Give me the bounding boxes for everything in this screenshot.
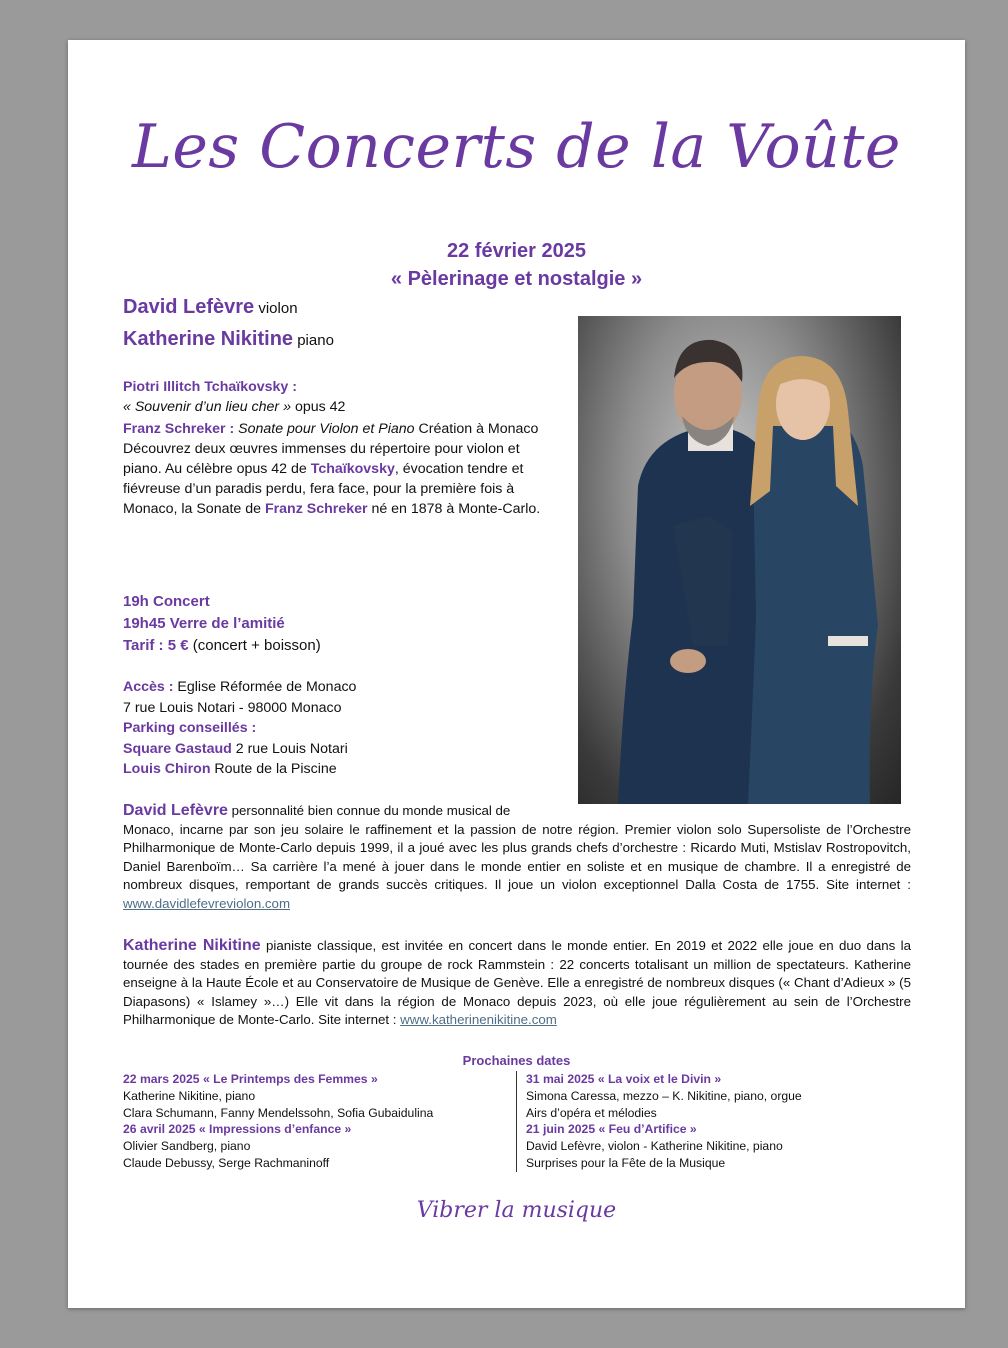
next-dates-title: Prochaines dates xyxy=(462,1053,571,1068)
venue-line xyxy=(123,677,553,698)
program-description xyxy=(123,439,553,519)
work-title: Sonate pour Violon et Piano xyxy=(234,421,415,437)
venue-address: 7 rue Louis Notari - 98000 Monaco xyxy=(123,699,342,716)
event-line: Olivier Sandberg, piano xyxy=(123,1139,251,1154)
event-line: Surprises pour la Fête de la Musique xyxy=(526,1155,726,1170)
access-label: Accès : xyxy=(123,679,174,695)
page-title: Les Concerts de la Voûte xyxy=(132,112,901,182)
composer-mention: Franz Schreker xyxy=(264,501,368,517)
performer-violin xyxy=(123,296,298,319)
work-tchaikovsky xyxy=(123,397,553,417)
program-section xyxy=(123,377,553,519)
website-link[interactable]: www.katherinenikitine.com xyxy=(400,1012,557,1028)
bio-katherine-nikitine xyxy=(123,937,911,1030)
concert-time: 19h Concert xyxy=(123,593,210,610)
bio-david-lefevre xyxy=(123,802,911,914)
parking-name: Square Gastaud xyxy=(123,740,232,757)
footer-tagline: Vibrer la musique xyxy=(416,1198,617,1223)
performer-role: piano xyxy=(297,332,334,349)
work-opus: opus 42 xyxy=(291,399,346,415)
event-line: Simona Caressa, mezzo – K. Nikitine, piano, orgue xyxy=(526,1088,802,1103)
performer-piano xyxy=(123,328,334,351)
composer-schreker: Franz Schreker : xyxy=(123,421,235,437)
parking-option xyxy=(123,739,553,760)
concert-date: 22 février 2025 xyxy=(446,240,586,262)
event-line: Clara Schumann, Fanny Mendelssohn, Sofia Gubaidulina xyxy=(123,1105,434,1120)
parking-name: Louis Chiron xyxy=(123,761,211,777)
composer-mention: Tchaïkovsky xyxy=(310,461,395,477)
document-page xyxy=(68,40,965,1308)
price-label: Tarif : 5 € xyxy=(123,637,189,654)
event-line: Airs d’opéra et mélodies xyxy=(526,1105,657,1120)
access-section xyxy=(123,677,553,780)
duo-portrait-image xyxy=(578,316,901,804)
work-note: Création à Monaco xyxy=(414,421,539,437)
venue-name: Eglise Réformée de Monaco xyxy=(173,679,357,695)
description-text: Découvrez deux œuvres immenses du répertoire pour violon et piano. Au célèbre opus 42 de xyxy=(123,441,520,477)
price-note: (concert + boisson) xyxy=(188,637,321,654)
performer-name: Katherine Nikitine xyxy=(123,328,294,350)
price-line xyxy=(123,635,553,657)
bio-text: Monaco, incarne par son jeu solaire le raffinement et la passion de notre région. Premier violon solo Supersoliste de l’Orchestre Philharmonique de Monte-Carlo depuis 1999, il a joué avec les plus grands chefs d’orchestre : Ricardo Muti, Mstislav Rostropovitch, Daniel Barenboïm… Sa carrière l’a mené à jouer dans le monde entier en soliste et en musique de chambre. Il a enregistré de nombreux disques, remportant de grands succès critiques. Il joue un violon exceptionnel Dalla Costa de 1755. Site internet : xyxy=(123,821,911,893)
bio-name: David Lefèvre xyxy=(123,802,228,819)
website-link[interactable]: www.davidlefevreviolon.com xyxy=(123,895,291,911)
bio-text: personnalité bien connue du monde musical de xyxy=(227,803,511,818)
performers-photo xyxy=(578,316,901,804)
work-schreker xyxy=(123,419,553,439)
performer-name: David Lefèvre xyxy=(123,296,255,318)
reception-time: 19h45 Verre de l’amitié xyxy=(123,615,285,632)
composer-tchaikovsky: Piotri Illitch Tchaïkovsky : xyxy=(123,379,297,395)
event-title: 21 juin 2025 « Feu d’Artifice » xyxy=(526,1122,697,1137)
description-text: , évocation tendre et fiévreuse d’un paradis perdu, fera face, pour la première fois à Monaco, la Sonate de xyxy=(123,461,524,517)
parking-address: Route de la Piscine xyxy=(210,761,337,777)
event-title: 22 mars 2025 « Le Printemps des Femmes » xyxy=(123,1072,378,1086)
performer-role: violon xyxy=(258,300,298,317)
concert-subtitle: « Pèlerinage et nostalgie » xyxy=(390,268,643,290)
bio-first-line xyxy=(123,802,563,821)
next-dates-right xyxy=(516,1071,926,1172)
bio-name: Katherine Nikitine xyxy=(123,937,261,954)
bio-text: pianiste classique, est invitée en concert dans le monde entier. En 2019 et 2022 elle joue en duo dans la tournée des stades en première partie du groupe de rock Rammstein : 22 concerts totalisant un million de spectateurs. Katherine enseigne à la Haute École et au Conservatoire de Musique de Genève. Elle a enregistré de nombreux disques (« Chant d’Adieux » (5 Diapasons) « Islamey »…) Elle vit dans la région de Monaco depuis 2023, où elle joue régulièrement au sein de l’Orchestre Philharmonique de Monte-Carlo. Site internet : xyxy=(123,938,911,1028)
parking-address: 2 rue Louis Notari xyxy=(231,740,348,757)
event-line: Claude Debussy, Serge Rachmaninoff xyxy=(123,1155,330,1170)
schedule-section xyxy=(123,591,553,657)
event-line: Katherine Nikitine, piano xyxy=(123,1088,256,1103)
description-text: né en 1878 à Monte-Carlo. xyxy=(367,501,541,517)
parking-option xyxy=(123,759,553,780)
work-title: « Souvenir d’un lieu cher » xyxy=(123,399,291,415)
parking-label: Parking conseillés : xyxy=(123,720,257,736)
event-title: 31 mai 2025 « La voix et le Divin » xyxy=(526,1072,722,1086)
event-line: David Lefèvre, violon - Katherine Nikitine, piano xyxy=(526,1139,783,1154)
next-dates-left xyxy=(123,1071,508,1172)
event-title: 26 avril 2025 « Impressions d’enfance » xyxy=(123,1122,352,1137)
